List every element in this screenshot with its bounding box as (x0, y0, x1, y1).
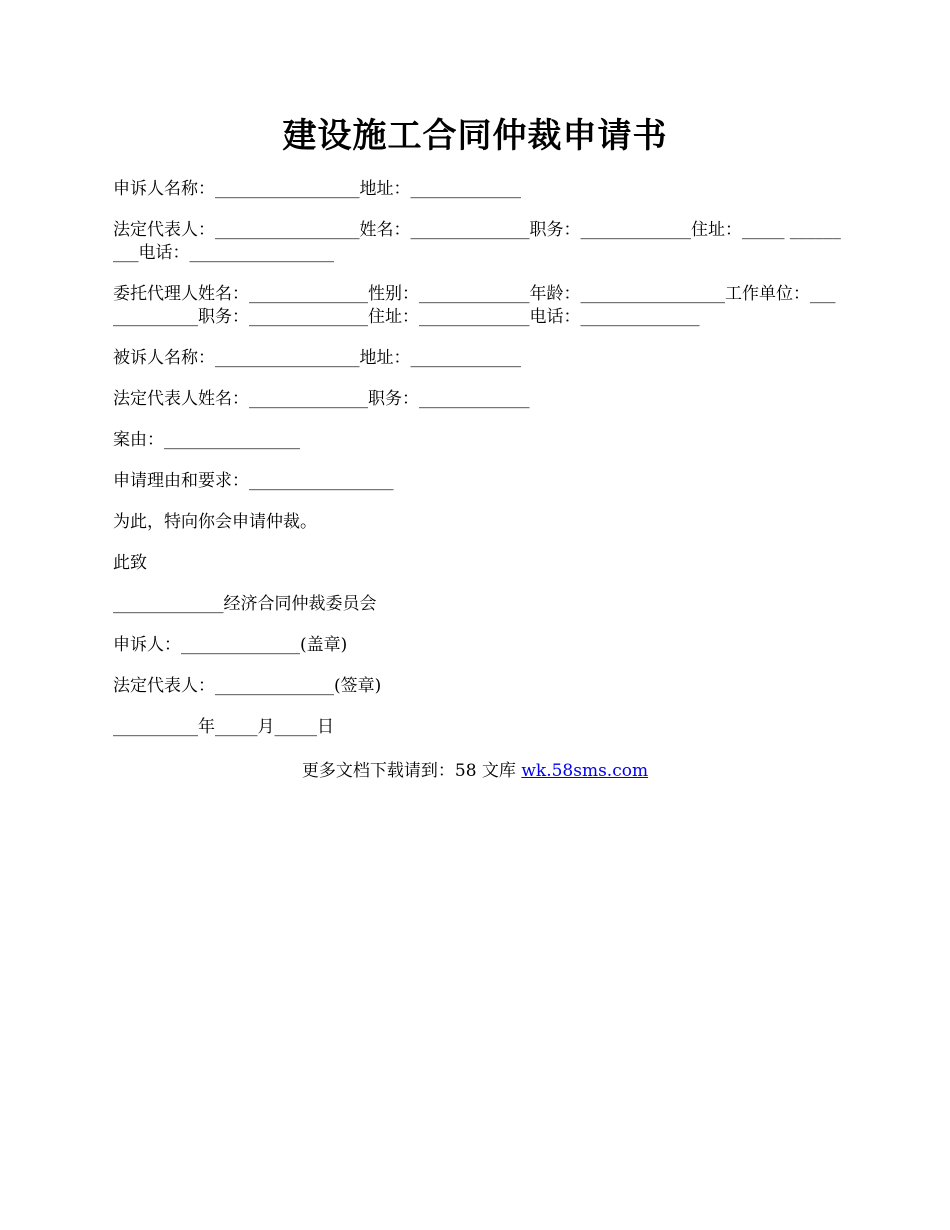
respondent-representative-line: 法定代表人姓名：______________职务：_____________ (113, 389, 530, 409)
representative-signature-line: 法定代表人：______________(签章) (113, 676, 382, 696)
application-statement: 为此，特向你会申请仲裁。 (113, 512, 317, 532)
document-body (113, 178, 843, 757)
committee-line: _____________经济合同仲裁委员会 (113, 594, 377, 614)
date-line: __________年_____月_____日 (113, 717, 334, 737)
legal-representative-line: 法定代表人：_________________姓名：______________职务：_____________住址：_____ _________电话：_________________ (113, 220, 841, 263)
footer (0, 760, 950, 783)
complainant-seal-line: 申诉人：______________(盖章) (113, 635, 348, 655)
respondent-name-line: 被诉人名称：_________________地址：_____________ (113, 348, 521, 368)
footer-link[interactable]: wk.58sms.com (521, 761, 649, 781)
agent-info-line: 委托代理人姓名：______________性别：_____________年龄：_________________工作单位：_____________职务：______________住址：_____________电话：______________ (113, 284, 836, 327)
complainant-name-line: 申诉人名称：_________________地址：_____________ (113, 179, 521, 199)
document-title: 建设施工合同仲裁申请书 (282, 116, 668, 156)
footer-prefix: 更多文档下载请到：58 文库 (301, 761, 522, 781)
salutation: 此致 (113, 553, 147, 573)
reasons-requests-line: 申请理由和要求：_________________ (113, 471, 394, 491)
cause-line: 案由：________________ (113, 430, 300, 450)
